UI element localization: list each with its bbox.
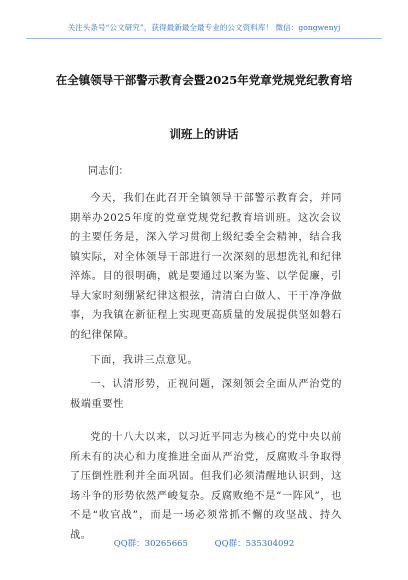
footer-qq-group-1: QQ群：30265665 <box>113 539 188 549</box>
header-banner: 关注头条号“公文研究”，获得最新最全最专业的公文资料库！ 微信：gongwenyj <box>67 23 341 32</box>
footer-qq-group-2: QQ群：535304092 <box>214 539 295 549</box>
document-title-line-1: 在全镇领导干部警示教育会暨2025年党章党规党纪教育培 <box>55 73 353 87</box>
document-title-line-2: 训班上的讲话 <box>169 127 239 141</box>
footer-contact <box>0 537 408 549</box>
paragraph-intro: 今天，我们在此召开全镇领导干部警示教育会，并同期举办2025年度的党章党规党纪教育培训班。这次会议的主要任务是，深入学习贯彻上级纪委全会精神，结合我镇实际，对全体领导干部进行一次深刻的思想洗礼和纪律淬炼。目的很明确，就是要通过以案为鉴、以学促廉，引导大家时刻绷紧纪律这根弦，清清白白做人、干干净净做事，为我镇在新征程上实现更高质量的发展提供坚如磐石的纪律保障。 <box>70 193 342 341</box>
paragraph-section-1: 党的十八大以来，以习近平同志为核心的党中央以前所未有的决心和力度推进全面从严治党，反腐败斗争取得了压倒性胜利并全面巩固。但我们必须清醒地认识到，这场斗争的形势依然严峻复杂。反腐败绝不是“一阵风”，也不是“收官战”，而是一场必须常抓不懈的攻坚战、持久战。 <box>70 432 342 541</box>
paragraph-outline: 下面，我讲三点意见。 <box>90 355 199 366</box>
header-divider <box>26 38 382 39</box>
section-heading-1: 一、认清形势，正视问题，深刻领会全面从严治党的极端重要性 <box>70 379 342 410</box>
greeting: 同志们： <box>88 166 129 177</box>
